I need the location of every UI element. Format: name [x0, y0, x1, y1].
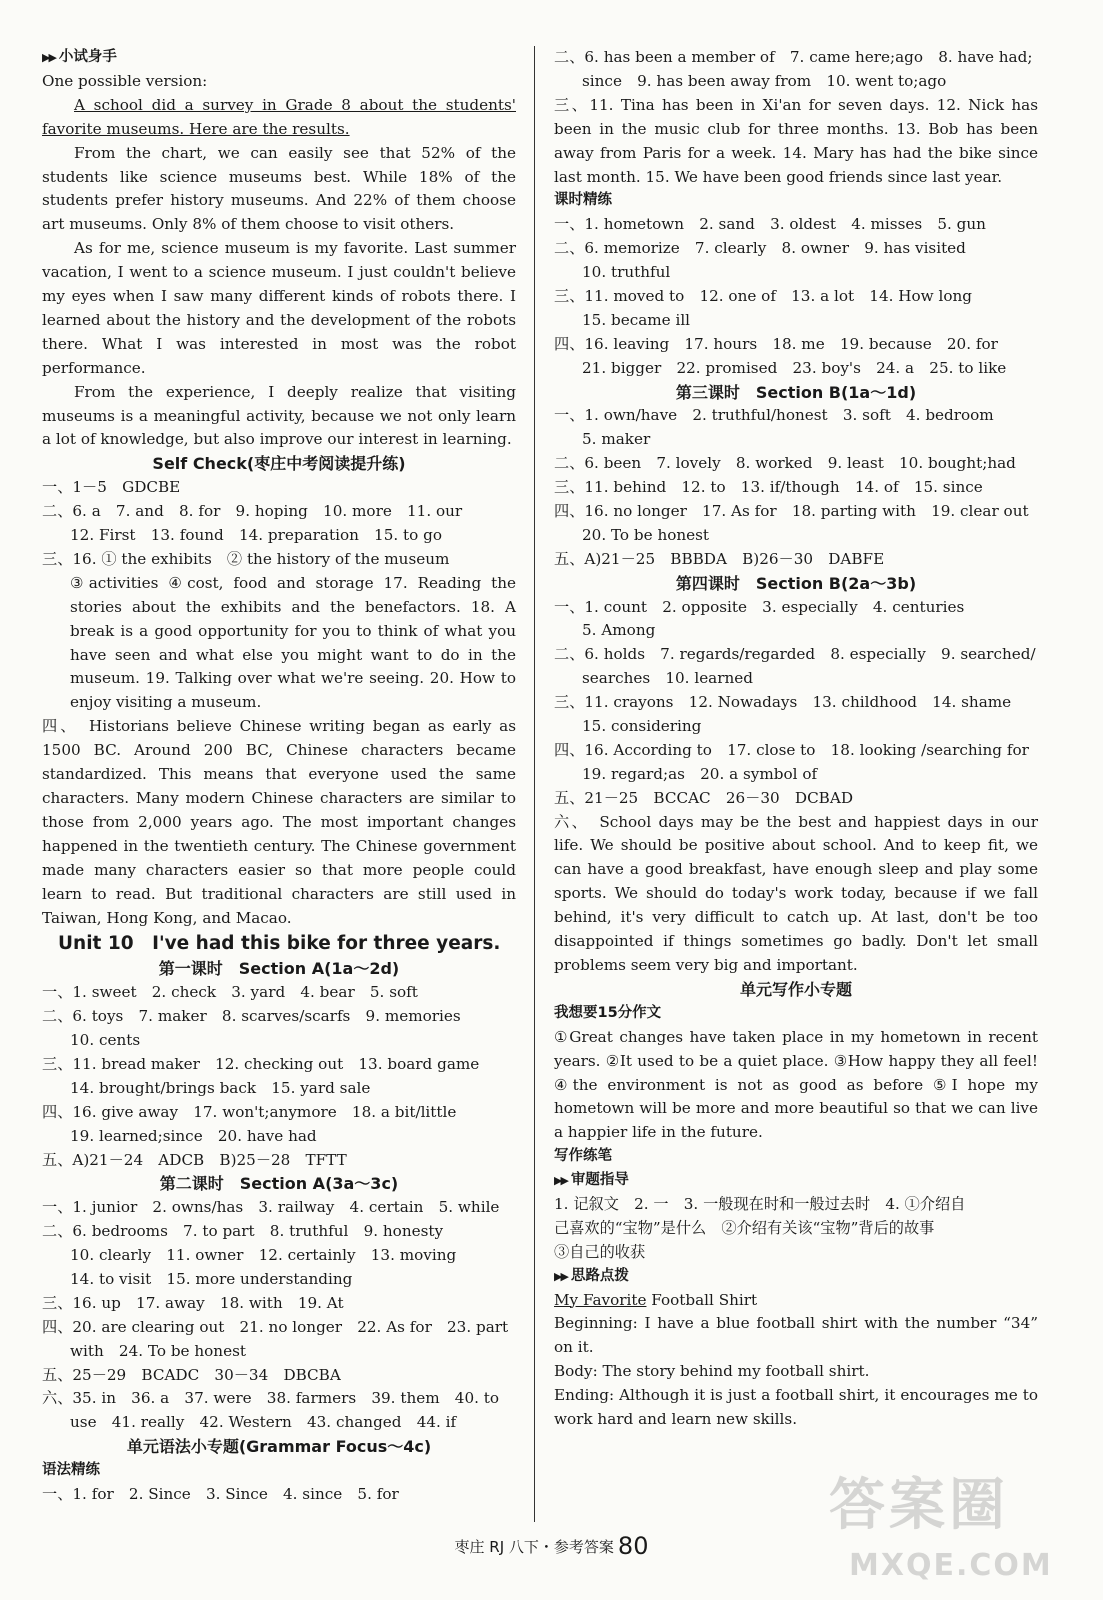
page-number: 80 — [617, 1532, 649, 1560]
ideas-heading: ▶▶ 思路点拨 — [554, 1267, 629, 1284]
answer-line: 15. considering — [582, 717, 702, 735]
practice-heading: ▶▶ 小试身手 — [42, 49, 117, 65]
column-divider — [534, 46, 535, 1522]
answer-line: 二、6. toys 7. maker 8. scarves/scarfs 9. memories — [42, 1007, 461, 1026]
answer-line: 12. First 13. found 14. preparation 15. to go — [70, 526, 442, 545]
guide-line: 己喜欢的“宝物”是什么 ②介绍有关该“宝物”背后的故事 — [554, 1218, 935, 1237]
answer-line: 四、16. leaving 17. hours 18. me 19. because 20. for — [554, 334, 998, 353]
answer-line: 四、20. are clearing out 21. no longer 22. As for 23. part — [42, 1317, 509, 1336]
grammar-focus-title: 单元语法小专题(Grammar Focus～4c) — [126, 1437, 432, 1457]
answer-line: 二、6. has been a member of 7. came here;ago 8. have had; — [554, 48, 1033, 66]
answer-line: 21. bigger 22. promised 23. boy's 24. a 25. to like — [582, 358, 1007, 377]
unit-title: Unit 10 I've had this bike for three years. — [58, 933, 501, 955]
answer-line: 14. to visit 15. more understanding — [70, 1270, 353, 1288]
answer-line: 六、35. in 36. a 37. were 38. farmers 39. them 40. to — [42, 1389, 500, 1408]
version-line: One possible version: — [42, 71, 208, 90]
answer-line: 10. clearly 11. owner 12. certainly 13. moving — [70, 1246, 457, 1265]
answer-line: 一、1. for 2. Since 3. Since 4. since 5. for — [42, 1485, 399, 1504]
answer-line: 一、1. count 2. opposite 3. especially 4. centuries — [554, 597, 965, 616]
essay-intro: A school did a survey in Grade 8 about the students' favorite museums. Here are the results. — [42, 95, 516, 138]
essay-paragraph-3: From the experience, I deeply realize that visiting museums is a meaningful activity, because we not only learn a lot of knowledge, but also improve our interest in learning. — [42, 382, 516, 449]
answer-block: 四、 Historians believe Chinese writing began as early as 1500 BC. Around 200 BC, Chinese characters became standardized. This means that everyone used the same characters. Many modern Chinese characters are similar to those from 2,000 years ago. The most important changes happened in the twentieth century. The Chinese government made many characters easier so that more people could learn to read. But traditional characters are still used in Taiwan, Hong Kong, and Macao. — [42, 717, 516, 927]
answer-line: 一、1. own/have 2. truthful/honest 3. soft 4. bedroom — [554, 406, 994, 425]
section-title: 第三课时 Section B(1a～1d) — [675, 382, 917, 402]
answer-block: 六、 School days may be the best and happiest days in our life. We should be positive about school. And to keep fit, we can have a good breakfast, have enough sleep and play some sports. We should do today's work today, because if we fall behind, it's very difficult to catch up. At last, don't be too disappointed if things sometimes go badly. Don't let small problems seem very big and important. — [554, 812, 1038, 974]
answer-line: 一、1－5 GDCBE — [42, 478, 181, 497]
answer-line: 三、11. crayons 12. Nowadays 13. childhood 14. shame — [554, 693, 1012, 712]
guide-heading: ▶▶ 审题指导 — [554, 1172, 629, 1189]
page-footer: 枣庄 RJ 八下・参考答案 80 — [454, 1532, 649, 1560]
writing-label: 我想要15分作文 — [554, 1004, 662, 1021]
answer-line: 五、21－25 BCCAC 26－30 DCBAD — [554, 788, 853, 807]
answer-line: 二、6. a 7. and 8. for 9. hoping 10. more 11. our — [42, 502, 463, 521]
answer-line: 19. learned;since 20. have had — [70, 1126, 317, 1145]
answer-line: 三、16. ① the exhibits ② the history of the museum — [42, 549, 450, 568]
answer-line: 二、6. been 7. lovely 8. worked 9. least 10. bought;had — [554, 454, 1016, 473]
answer-line: use 41. really 42. Western 43. changed 44. if — [70, 1413, 457, 1432]
section-title: 第一课时 Section A(1a～2d) — [158, 959, 400, 979]
answer-line: 二、6. holds 7. regards/regarded 8. especially 9. searched/ — [554, 645, 1036, 664]
answer-line: 一、1. sweet 2. check 3. yard 4. bear 5. soft — [42, 983, 418, 1002]
triangle-icon: ▶▶ — [554, 1174, 567, 1188]
answer-line: 一、1. junior 2. owns/has 3. railway 4. certain 5. while — [42, 1198, 500, 1217]
grammar-label: 语法精练 — [42, 1462, 100, 1479]
practice-label: 课时精练 — [554, 192, 612, 209]
answer-line: 四、16. no longer 17. As for 18. parting with 19. clear out — [554, 501, 1029, 520]
answer-line: 一、1. hometown 2. sand 3. oldest 4. misses 5. gun — [554, 215, 986, 234]
answer-line: with 24. To be honest — [70, 1341, 246, 1360]
answer-line: 15. became ill — [582, 310, 691, 329]
answer-line: 四、16. give away 17. won't;anymore 18. a bit/little — [42, 1102, 457, 1121]
answer-line: 5. maker — [582, 430, 651, 449]
triangle-icon: ▶▶ — [42, 51, 55, 64]
essay-paragraph-2: As for me, science museum is my favorite. Last summer vacation, I went to a science museum. I just couldn't believe my eyes when I saw many different kinds of robots there. I learned about the history and the development of the robots there. What I was interested in most was the robot performance. — [42, 239, 516, 377]
outline-beginning: Beginning: I have a blue football shirt with the number “34” on it. — [554, 1314, 1038, 1357]
answer-line: 五、A)21－25 BBBDA B)26－30 DABFE — [554, 549, 885, 568]
answer-line: 三、11. bread maker 12. checking out 13. board game — [42, 1054, 480, 1073]
answer-line: 20. To be honest — [582, 525, 710, 544]
section-title: 第四课时 Section B(2a～3b) — [675, 573, 917, 593]
answer-line: 二、6. memorize 7. clearly 8. owner 9. has visited — [554, 239, 966, 258]
answer-line: 10. truthful — [582, 263, 671, 282]
section-title: 第二课时 Section A(3a～3c) — [159, 1174, 399, 1194]
guide-line: ③自己的收获 — [554, 1242, 646, 1261]
writing-answer: ①Great changes have taken place in my hometown in recent years. ②It used to be a quiet place. ③How happy they all feel! ④the environment is not as good as before ⑤I hope my hometown will be more and more beautiful so that we can live a happier life in the future. — [554, 1027, 1038, 1142]
answer-line: 19. regard;as 20. a symbol of — [582, 764, 818, 783]
self-check-title: Self Check(枣庄中考阅读提升练) — [152, 454, 406, 474]
answer-line: 14. brought/brings back 15. yard sale — [70, 1078, 371, 1097]
answer-line: 10. cents — [70, 1031, 141, 1050]
answer-line: since 9. has been away from 10. went to;ago — [582, 71, 947, 90]
guide-line: 1. 记叙文 2. 一 3. 一般现在时和一般过去时 4. ①介绍自 — [554, 1195, 966, 1213]
outline-body: Body: The story behind my football shirt. — [554, 1362, 870, 1381]
answer-line: 5. Among — [582, 621, 656, 640]
answer-block: 三、11. Tina has been in Xi'an for seven days. 12. Nick has been in the music club for three months. 13. Bob has been away from Paris for a week. 14. Mary has had the bike since last month. 15. We have been good friends since last year. — [554, 95, 1038, 186]
essay-title: My Favorite Football Shirt — [554, 1290, 758, 1309]
answer-line: 三、16. up 17. away 18. with 19. At — [42, 1293, 344, 1312]
triangle-icon: ▶▶ — [554, 1269, 567, 1283]
watermark-logo: 答案圈 MXQE.COM — [829, 1473, 1053, 1583]
answer-block: ③activities ④cost, food and storage 17. Reading the stories about the exhibits and the benefactors. 18. A break is a good opportunity for you to think of what you have seen and what else you might want to do in the museum. 19. Talking over what we're seeing. 20. How to enjoy visiting a museum. — [70, 573, 516, 712]
answer-line: 三、11. moved to 12. one of 13. a lot 14. How long — [554, 286, 972, 305]
right-column — [554, 46, 1038, 1432]
answer-line: 五、A)21－24 ADCB B)25－28 TFTT — [42, 1150, 347, 1169]
answer-line: 五、25－29 BCADC 30－34 DBCBA — [42, 1365, 341, 1384]
writing-title: 单元写作小专题 — [739, 979, 852, 999]
answer-line: 三、11. behind 12. to 13. if/though 14. of 15. since — [554, 478, 983, 497]
left-column — [42, 46, 516, 1507]
outline-ending: Ending: Although it is just a football shirt, it encourages me to work hard and learn new skills. — [554, 1386, 1038, 1429]
answer-line: searches 10. learned — [582, 669, 753, 688]
answer-line: 四、16. According to 17. close to 18. looking /searching for — [554, 740, 1029, 759]
writing-practice-label: 写作练笔 — [554, 1148, 612, 1165]
essay-paragraph-1: From the chart, we can easily see that 52% of the students like science museums best. While 18% of the students prefer history museums. And 22% of them choose art museums. Only 8% of them choose to visit others. — [42, 143, 516, 234]
answer-line: 二、6. bedrooms 7. to part 8. truthful 9. honesty — [42, 1222, 444, 1241]
